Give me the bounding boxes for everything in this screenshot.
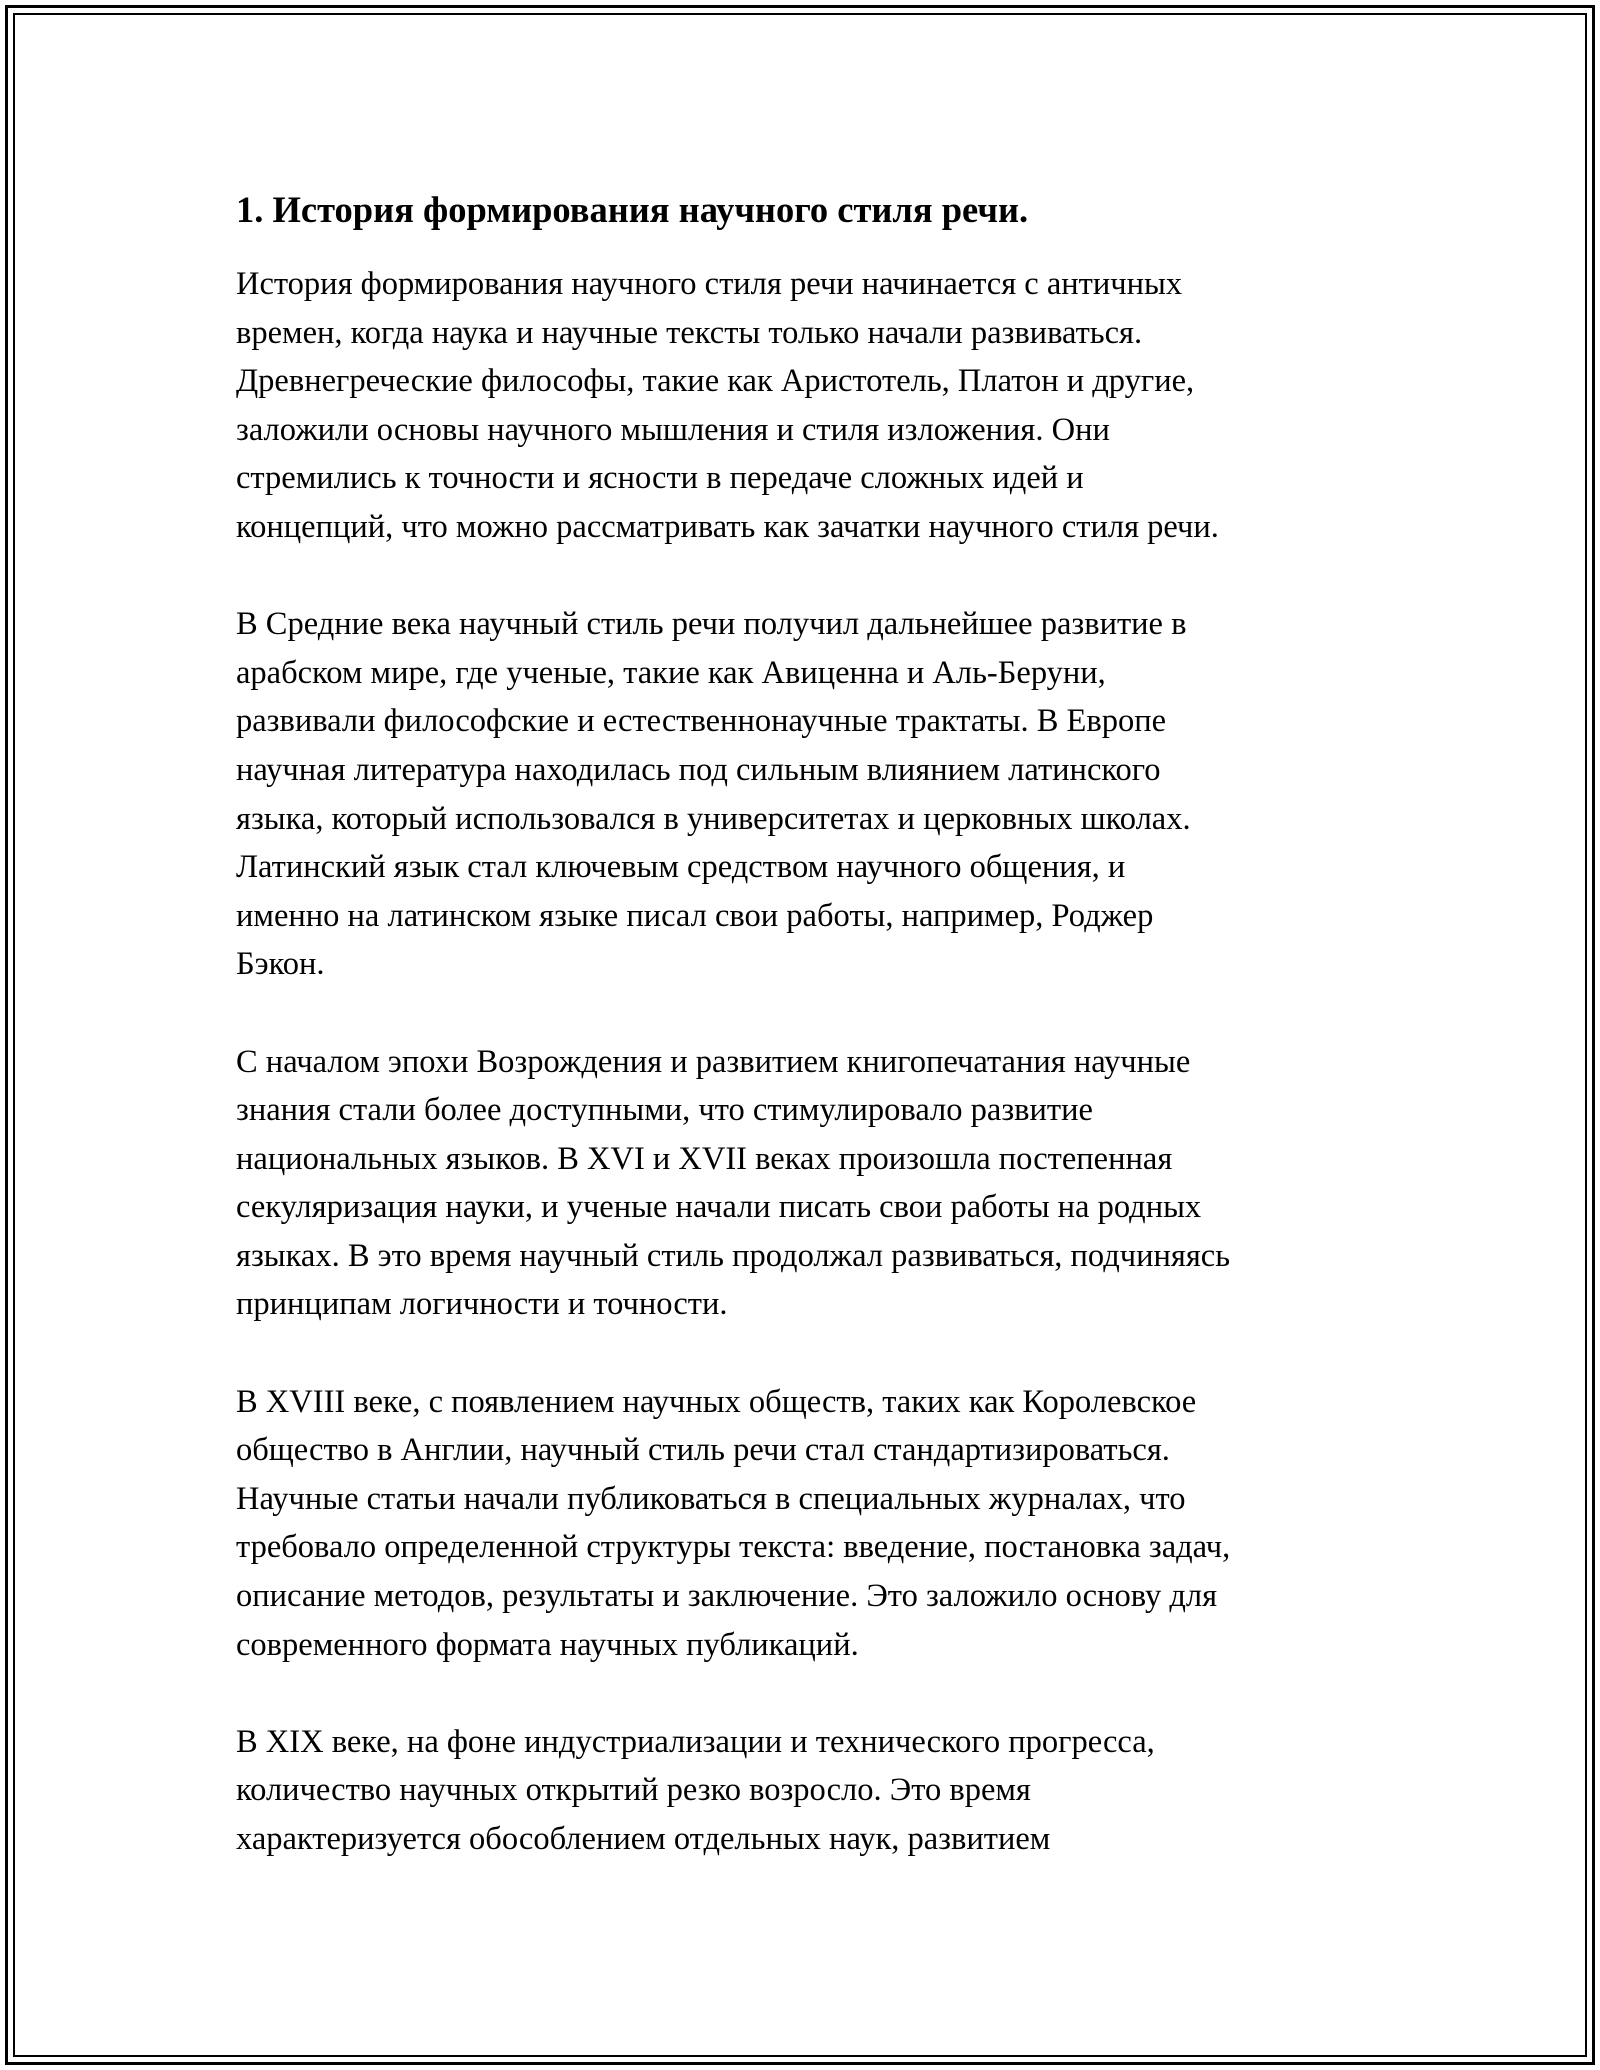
- text-line: количество научных открытий резко возросло. Это время: [236, 1772, 1031, 1809]
- text-line: описание методов, результаты и заключение. Это заложило основу для: [236, 1578, 1218, 1615]
- text-line: Древнегреческие философы, такие как Аристотель, Платон и другие,: [236, 363, 1195, 400]
- text-line: языка, который использовался в университетах и церковных школах.: [236, 800, 1191, 837]
- text-line: арабском мире, где ученые, такие как Авиценна и Аль-Беруни,: [236, 654, 1106, 691]
- text-line: секуляризация науки, и ученые начали писать свои работы на родных: [236, 1189, 1202, 1226]
- text-line: времен, когда наука и научные тексты только начали развиваться.: [236, 314, 1143, 351]
- text-line: именно на латинском языке писал свои работы, например, Роджер: [236, 897, 1154, 934]
- text-line: В Средние века научный стиль речи получил дальнейшее развитие в: [236, 606, 1187, 643]
- text-line: В XIX веке, на фоне индустриализации и технического прогресса,: [236, 1723, 1155, 1760]
- paragraph-middle-ages: [236, 600, 1376, 989]
- text-line: История формирования научного стиля речи начинается с античных: [236, 266, 1183, 302]
- document-body: [236, 186, 1376, 1912]
- text-line: В XVIII веке, с появлением научных обществ, таких как Королевское: [236, 1383, 1197, 1420]
- text-line: характеризуется обособлением отдельных наук, развитием: [236, 1821, 1051, 1857]
- text-line: Научные статьи начали публиковаться в специальных журналах, что: [236, 1480, 1186, 1517]
- text-line: научная литература находилась под сильным влиянием латинского: [236, 751, 1161, 788]
- paragraph-antiquity: [236, 260, 1376, 552]
- text-line: Латинский язык стал ключевым средством научного общения, и: [236, 849, 1126, 886]
- text-line: стремились к точности и ясности в передаче сложных идей и: [236, 460, 1084, 497]
- text-line: национальных языков. В XVI и XVII веках произошла постепенная: [236, 1140, 1173, 1177]
- text-line: принципам логичности и точности.: [236, 1286, 728, 1323]
- text-line: Бэкон.: [236, 946, 325, 983]
- text-line: знания стали более доступными, что стимулировало развитие: [236, 1092, 1093, 1129]
- text-line: требовало определенной структуры текста: введение, постановка задач,: [236, 1529, 1231, 1566]
- paragraph-18th-century: [236, 1378, 1376, 1670]
- text-line: общество в Англии, научный стиль речи стал стандартизироваться.: [236, 1432, 1170, 1469]
- paragraph-renaissance: [236, 1038, 1376, 1330]
- text-line: С началом эпохи Возрождения и развитием книгопечатания научные: [236, 1043, 1191, 1080]
- paragraph-19th-century: [236, 1718, 1376, 1864]
- text-line: заложили основы научного мышления и стиля изложения. Они: [236, 411, 1110, 448]
- text-line: концепций, что можно рассматривать как зачатки научного стиля речи.: [236, 508, 1219, 545]
- text-line: современного формата научных публикаций.: [236, 1626, 859, 1663]
- text-line: языках. В это время научный стиль продолжал развиваться, подчиняясь: [236, 1237, 1231, 1274]
- text-line: развивали философские и естественнонаучные трактаты. В Европе: [236, 703, 1167, 740]
- section-heading: 1. История формирования научного стиля речи.: [236, 189, 1029, 230]
